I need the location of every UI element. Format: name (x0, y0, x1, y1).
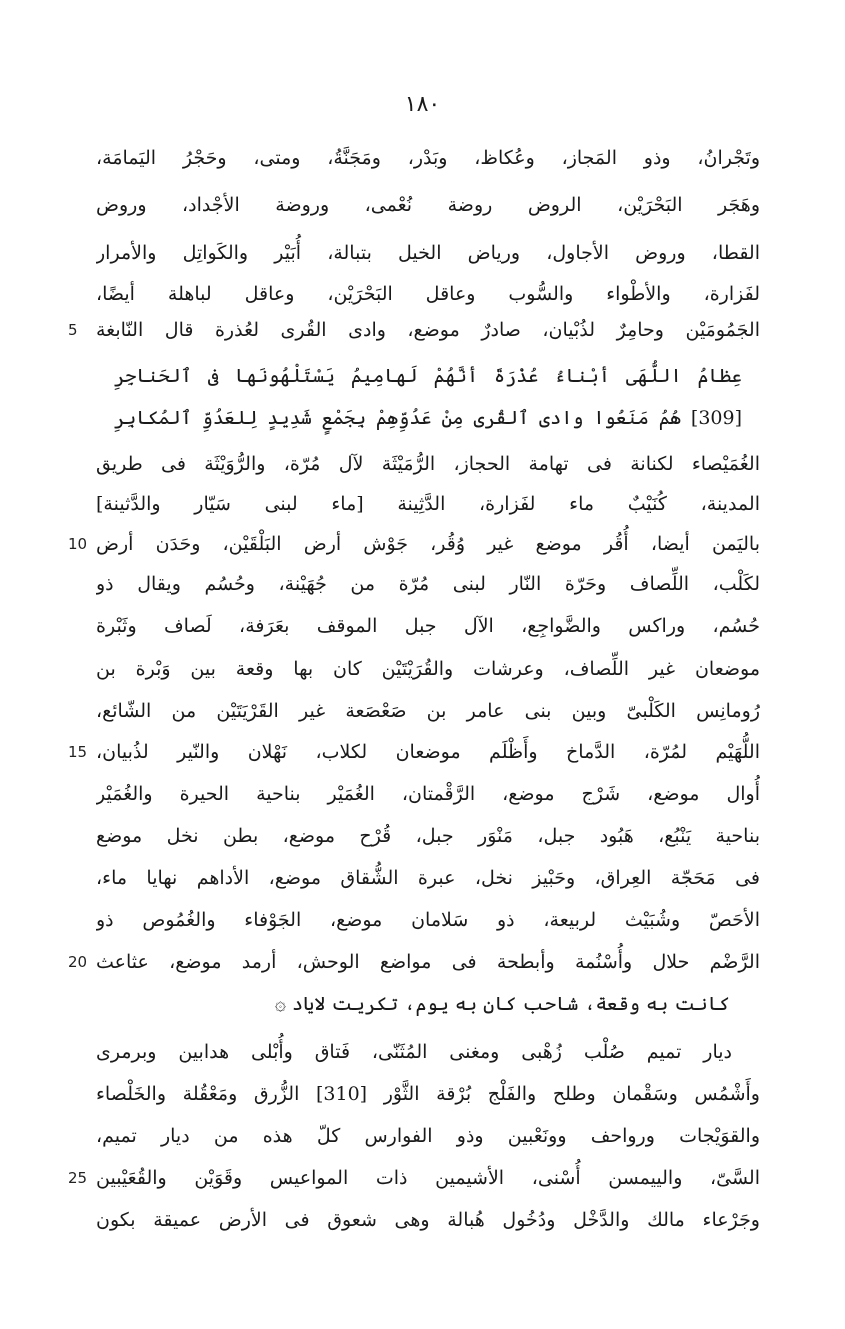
text-line: والقوَيْجات ورواحف وونَعْبين وذو الفوارس كلّ هذه من ديار تميم، (96, 1125, 760, 1147)
text-line: بناحية يَنْبُع، هَبُود جبل، مَنْوَر جبل، قُرْح موضع، بطن نخل موضع (96, 825, 760, 847)
text-line: كانت به وقعة، شاحب كان به يوم، تكريت لاياد ۞ (274, 993, 730, 1015)
text-line: الغُمَيْصاء لكنانة فى تهامة الحجاز، الرُّمَيْثَة لآل مُرّة، والرُّوَيْثَة فى طريق (96, 453, 760, 475)
text-line: وهَجَر البَحْرَيْن، الروض روضة نُعْمى، وروضة الأجْداد، وروض (96, 194, 760, 216)
text-line: الأحَصّ وشُبَيْث لربيعة، ذو سَلامان موضع، الجَوْفاء والغُمُوص ذو (96, 909, 760, 931)
text-line: اللُّهَيْم لمُرّة، الدَّماخ وأَظْلَم موضعان لكلاب، نَهْلان والنّير لذُبيان، (96, 741, 760, 763)
text-line: فى مَحَجّة العِراق، وحَبْيز نخل، عبرة الشُّقاق موضع، الأداهم نهايا ماء، (96, 867, 760, 889)
text-line: لكَلْب، اللِّصاف وحَرّة النّار لبنى مُرّة من جُهَيْنة، وحُسُم ويقال ذو (96, 573, 760, 595)
text-line: باليَمن أيضا، أُقُر موضع غير وُقُر، جَوْش أرض البَلْقَيْن، وحَدَن أرض (96, 533, 760, 555)
text-line: حُسُم، وراكس والضَّواجِع، الآل جبل الموقف بعَرَفة، لَصاف وثَبْرة (96, 615, 760, 637)
verse-line: عِظامُ اللُّهَى أبْناءُ عُذْرَةَ أنَّهُمْ لَهامِيمُ يَسْتَلْهُونَها فى ٱلحَناجِرِ (114, 365, 742, 387)
text-line: لفَزارة، والأطْواء والسُّوب وعاقل البَحْرَيْن، وعاقل لباهلة أيضًا، (96, 283, 760, 305)
verse-line: [309] هُمُ مَنَعُوا وادى ٱلقُرى مِنْ عَدُوِّهِمْ بِجَمْعٍ شَدِيدٍ لِلعَدُوِّ ٱلمُكابِرِ (114, 407, 742, 429)
text-line: وأَشْمُس وسَقْمان وطلح والفَلْج بُرْقة الثَّوْر [310] الزُّرق ومَعْقُلة والخَلْصاء (96, 1083, 760, 1105)
text-line: القطا، وروض الأجاول، ورياض الخيل بتبالة، أُبَيْر والكَواتِل والأمرار (96, 242, 760, 264)
text-line: موضعان غير اللِّصاف، وعرشات والقُرَيْتَيْن كان بها وقعة بين وَبْرة بن (96, 658, 760, 680)
line-number: 10 (68, 535, 88, 553)
line-number: 15 (68, 743, 88, 761)
text-line: المدينة، كُنَيْبٌ ماء لفَزارة، الدَّثِينة [ماء لبنى سَيّار والدَّثينة] (96, 493, 760, 515)
text-line: رُومانِس الكَلْبىّ وبين بنى عامر بن صَعْصَعة غير القَرْيَتَيْن من الشّائع، (96, 700, 760, 722)
text-line: وجَرْعاء مالك والدَّخْل ودُخُول هُبالة وهى شعوق فى الأرض عميقة بكون (96, 1209, 760, 1231)
text-line: الرَّضْم حلال وأُسْنُمة وأبطحة فى مواضع الوحش، أرمد موضع، عثاعث (96, 951, 760, 973)
line-number: 5 (68, 321, 78, 339)
page-number: ١٨٠ (404, 92, 441, 117)
line-number: 20 (68, 953, 88, 971)
text-line: أُوال موضع، شَرْج موضع، الرَّقْمتان، الغُمَيْر بناحية الحيرة والغُمَيْر (96, 783, 760, 805)
text-line: وتَجْرانُ، وذو المَجاز، وعُكاظ، وبَدْر، ومَجَنَّةُ، ومتى، وحَجْرُ اليَمامَة، (96, 147, 760, 169)
text-line: الجَمُومَيْن وحامِرٌ لذُبْيان، صادرٌ موضع، وادى القُرى لعُذرة قال النّابغة (96, 319, 760, 341)
text-line: السَّىّ، والييمسن أُسْنى، الأشيمين ذات المواعيس وقَوَيْن والقُعَيْبين (96, 1167, 760, 1189)
line-number: 25 (68, 1169, 88, 1187)
text-line: ديار تميم صُلْب زُهْبى ومغنى المُثَنّى، فَتاق وأُبْلى هدابين وبرمرى (96, 1041, 732, 1063)
